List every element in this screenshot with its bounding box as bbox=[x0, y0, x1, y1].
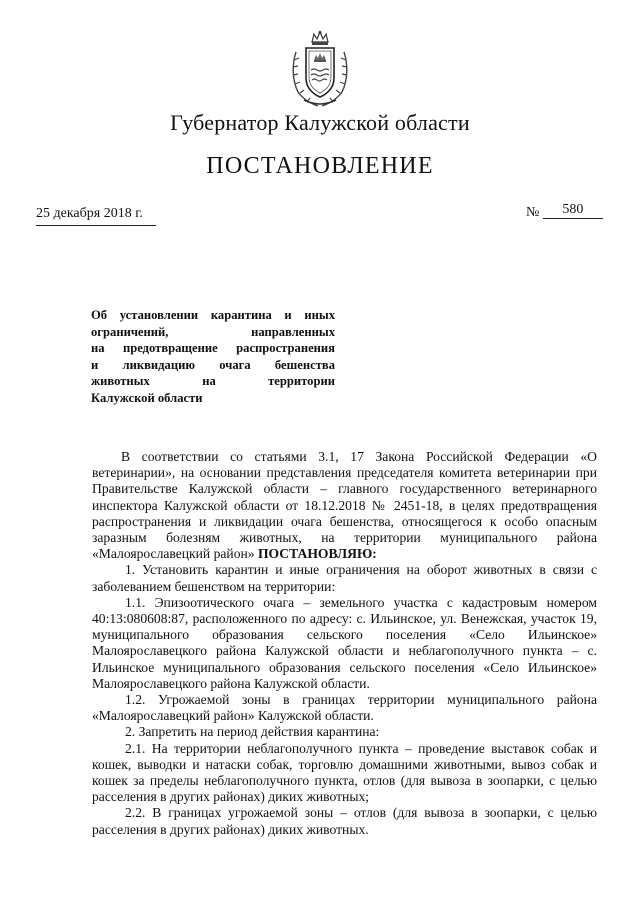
clause-1-1: 1.1. Эпизоотического очага – земельного участка с кадастровым номером 40:13:080608:87, расположенного по адресу: с. Ильинское, ул. Венежская, участок 19, муниципального образования сельского поселения «Село Ильинское» Малоярославецкого района Калужской области и неблагополучного пункта – с. Ильинское муниципального образования сельского поселения «Село Ильинское» Малоярославецкого района Калужской области. bbox=[92, 594, 597, 691]
clause-2-1: 2.1. На территории неблагополучного пункта – проведение выставок собак и кошек, выводки и натаски собак, торговлю домашними животными, вывоз собак и кошек за пределы неблагополучного пункта, отлов (для вывоза в зоопарки, с целью расселения в других районах) диких животных; bbox=[92, 740, 597, 805]
document-type-title: ПОСТАНОВЛЕНИЕ bbox=[206, 153, 434, 179]
coat-of-arms-icon bbox=[290, 30, 350, 108]
clause-1-2: 1.2. Угрожаемой зоны в границах территории муниципального района «Малоярославецкий район» Калужской области. bbox=[92, 692, 597, 724]
authority-title: Губернатор Калужской области bbox=[170, 110, 470, 135]
clause-2: 2. Запретить на период действия карантина: bbox=[125, 724, 380, 740]
subject-line: животных на территории bbox=[91, 374, 335, 389]
intro-paragraph bbox=[92, 449, 597, 562]
decree-word: ПОСТАНОВЛЯЮ: bbox=[257, 546, 377, 562]
clause-1: 1. Установить карантин и иные ограничения на оборот животных в связи с заболеванием бешенством на территории: bbox=[92, 562, 597, 594]
subject-line: и ликвидацию очага бешенства bbox=[91, 357, 335, 372]
intro-text: В соответствии со статьями 3.1, 17 Закона Российской Федерации «О ветеринарии», на основании представления председателя комитета ветеринарии при Правительстве Калужской области – главного государственного ветеринарного инспектора Калужской области от 18.12.2018 № 2451-18, в целях предотвращения распространения и ликвидации очага бешенства, относящегося к особо опасным заразным болезням животных, на территории муниципального района «Малоярославецкий район» bbox=[92, 449, 597, 562]
subject-line: на предотвращение распространения bbox=[91, 341, 335, 356]
clause-2-2: 2.2. В границах угрожаемой зоны – отлов (для вывоза в зоопарки, с целью расселения в других районах) диких животных. bbox=[92, 805, 597, 837]
date-underline bbox=[36, 225, 156, 226]
document-number bbox=[526, 202, 603, 222]
subject-line: Об установлении карантина и иных bbox=[91, 308, 335, 322]
document-subject bbox=[91, 307, 335, 407]
subject-line: Калужской области bbox=[91, 390, 203, 405]
number-value: 580 bbox=[543, 202, 603, 219]
subject-line: ограничений, направленных bbox=[91, 324, 335, 339]
document-body bbox=[92, 449, 597, 838]
number-sign: № bbox=[526, 205, 540, 220]
document-date: 25 декабря 2018 г. bbox=[36, 206, 143, 221]
